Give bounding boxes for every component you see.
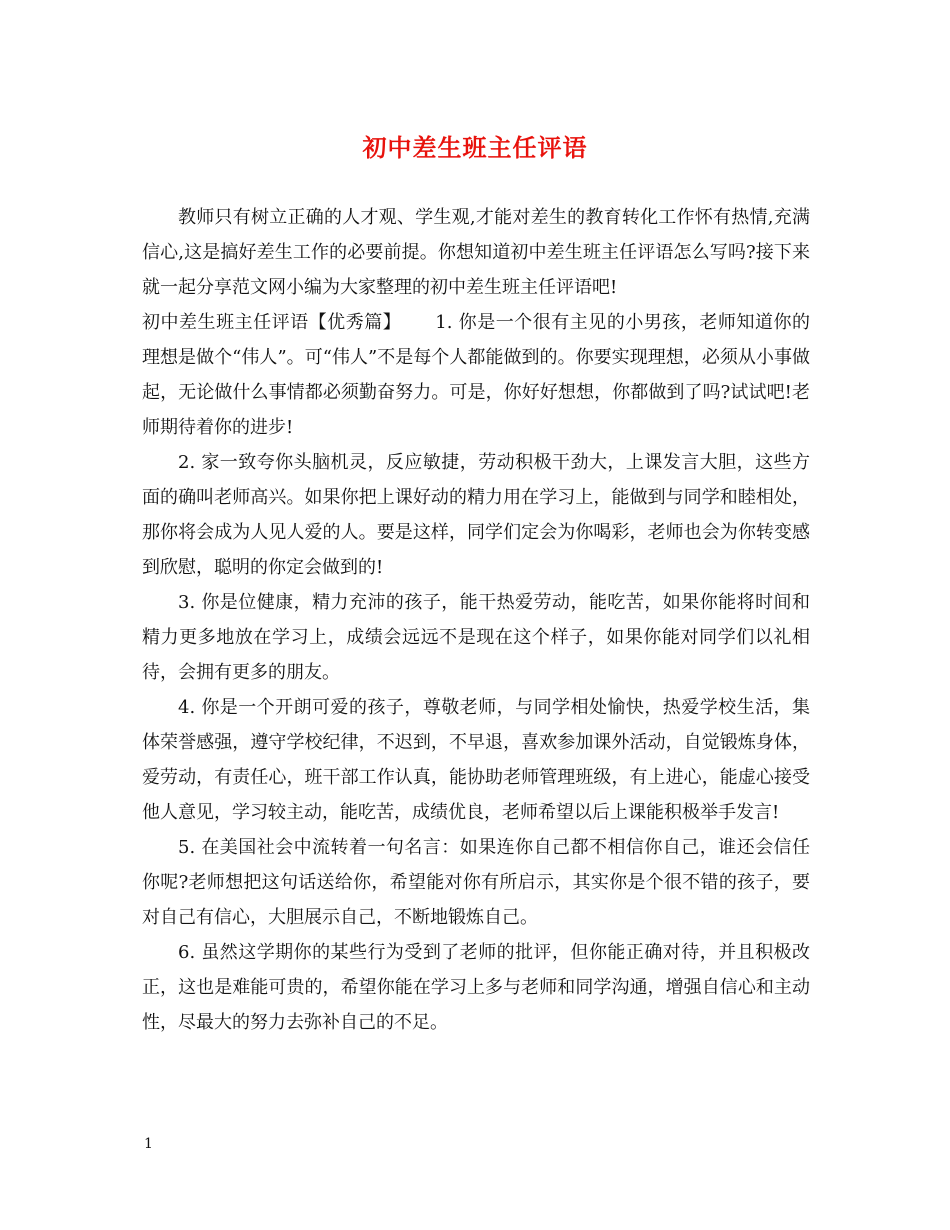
comment-item-6: 6. 虽然这学期你的某些行为受到了老师的批评，但你能正确对待，并且积极改正，这也是难能可贵的，希望你能在学习上多与老师和同学沟通，增强自信心和主动性，尽最大的努力去弥补自己的不足。 [142, 942, 810, 1033]
comment-item-1: 1. 你是一个很有主见的小男孩，老师知道你的理想是做个“伟人”。可“伟人”不是每个人都能做到的。你要实现理想，必须从小事做起，无论做什么事情都必须勤奋努力。可是，你好好想想，你都做到了吗?试试吧!老师期待着你的进步! [142, 312, 811, 438]
comment-item-5: 5. 在美国社会中流转着一句名言：如果连你自己都不相信你自己，谁还会信任你呢?老师想把这句话送给你，希望能对你有所启示，其实你是个很不错的孩子，要对自己有信心，大胆展示自己，不断地锻炼自己。 [142, 837, 810, 928]
section-heading: 初中差生班主任评语【优秀篇】 [142, 312, 402, 333]
intro-paragraph: 教师只有树立正确的人才观、学生观,才能对差生的教育转化工作怀有热情,充满信心,这是搞好差生工作的必要前提。你想知道初中差生班主任评语怎么写吗?接下来就一起分享范文网小编为大家整理的初中差生班主任评语吧! [142, 207, 810, 298]
section-paragraph [142, 305, 810, 445]
comment-item-4: 4. 你是一个开朗可爱的孩子，尊敬老师，与同学相处愉快，热爱学校生活，集体荣誉感强，遵守学校纪律，不迟到，不早退，喜欢参加课外活动，自觉锻炼身体，爱劳动，有责任心，班干部工作认真，能协助老师管理班级，有上进心，能虚心接受他人意见，学习较主动，能吃苦，成绩优良，老师希望以后上课能积极举手发言! [142, 697, 810, 823]
comment-item-3: 3. 你是位健康，精力充沛的孩子，能干热爱劳动，能吃苦，如果你能将时间和精力更多地放在学习上，成绩会远远不是现在这个样子，如果你能对同学们以礼相待，会拥有更多的朋友。 [142, 592, 810, 683]
comment-item-2: 2. 家一致夸你头脑机灵，反应敏捷，劳动积极干劲大，上课发言大胆，这些方面的确叫老师高兴。如果你把上课好动的精力用在学习上，能做到与同学和睦相处，那你将会成为人见人爱的人。要是这样，同学们定会为你喝彩，老师也会为你转变感到欣慰，聪明的你定会做到的! [142, 452, 810, 578]
page-number: 1 [144, 1136, 153, 1152]
document-body [142, 200, 810, 1040]
document-title: 初中差生班主任评语 [362, 133, 588, 162]
